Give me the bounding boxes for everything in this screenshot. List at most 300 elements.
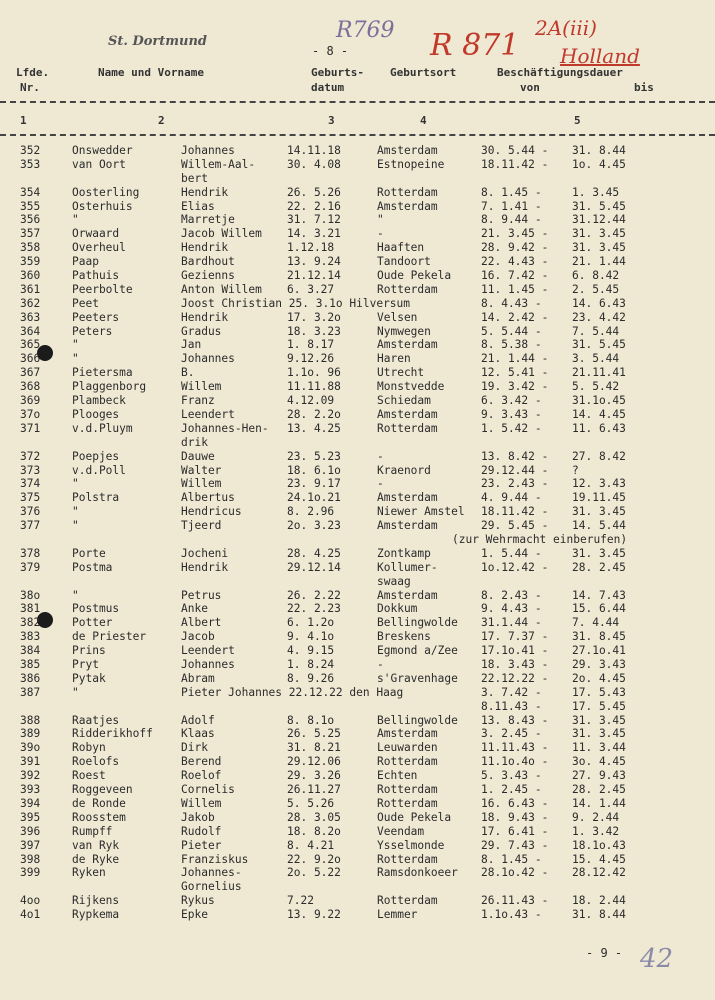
cell-nr: 366 [20,352,41,366]
cell-fam: Poepjes [72,449,120,463]
cell-vor: Joost Christian 25. 3.1o Hilversum [181,296,411,310]
cell-nr: 392 [20,769,41,783]
archive-ref-purple: R769 [336,18,395,43]
cell-nr: 394 [20,796,41,810]
cell-nr: 354 [20,185,41,199]
cell-vor: Berend [181,755,222,769]
cell-dat: 29.12.14 [287,560,341,574]
cell-fam: " [72,685,79,699]
cell-ort: Ysselmonde [377,838,445,852]
table-row [0,269,715,283]
cell-von: 29. 7.43 - [481,838,549,852]
cell-vor: Hendrik [181,310,229,324]
cell-ort: Rotterdam [377,783,438,797]
cell-nr: 386 [20,671,41,685]
cell-bis: 21. 1.44 [572,255,626,269]
cell-von: 8. 2.43 - [481,588,542,602]
table-row [0,241,715,255]
table-row [0,602,715,616]
cell-von: 11.11.43 - [481,741,549,755]
cell-nr: 356 [20,213,41,227]
cell-bis: 31. 3.45 [572,505,626,519]
cell-fam: " [72,338,79,352]
cell-fam: Peters [72,324,113,338]
cell-von: 4. 9.44 - [481,491,542,505]
cell-dat: 5. 5.26 [287,796,335,810]
cell-nr: 379 [20,560,41,574]
cell-fam: Postma [72,560,113,574]
cell-bis: 14. 7.43 [572,588,626,602]
cell-nr: 360 [20,269,41,283]
col-header-bis: bis [634,81,654,94]
cell-dat: 22. 9.2o [287,852,341,866]
cell-vor: Jocheni [181,546,229,560]
cell-fam: Peet [72,296,99,310]
cell-nr: 37o [20,407,41,421]
table-row [0,450,715,464]
cell-vor: Walter [181,463,222,477]
cell-fam: Pathuis [72,269,120,283]
next-page-number: - 9 - [586,946,623,960]
cell-vor2: Gornelius [181,880,242,894]
cell-dat: 14.11.18 [287,144,341,157]
cell-bis: 31. 3.45 [572,241,626,255]
cell-fam: Pryt [72,658,99,672]
cell-fam: " [72,213,79,227]
cell-vor: Johannes [181,144,235,157]
cell-fam: Rumpff [72,824,113,838]
cell-von: 8. 5.38 - [481,338,542,352]
table-row [0,352,715,366]
cell-ort: Amsterdam [377,491,438,505]
cell-von2: 8.11.43 - [481,699,542,713]
cell-vor: Tjeerd [181,519,222,533]
cell-ort: Amsterdam [377,338,438,352]
cell-bis: 7. 4.44 [572,616,620,630]
cell-nr: 376 [20,505,41,519]
cell-nr: 382 [20,616,41,630]
cell-bis: 31. 8.44 [572,144,626,157]
cell-dat: 21.12.14 [287,269,341,283]
cell-fam: de Ryke [72,852,120,866]
cell-ort: Lemmer [377,908,418,922]
cell-nr: 389 [20,727,41,741]
cell-fam: " [72,519,79,533]
cell-fam: Plaggenborg [72,380,147,394]
cell-fam: Plooges [72,407,120,421]
cell-dat: 22. 2.16 [287,199,341,213]
cell-von: 1. 5.42 - [481,421,542,435]
cell-nr: 358 [20,241,41,255]
col-header-geburtsort: Geburtsort [390,66,457,79]
cell-vor: Bardhout [181,255,235,269]
cell-vor: Dauwe [181,449,215,463]
cell-von: 21. 3.45 - [481,227,549,241]
table-row [0,866,715,894]
cell-vor: Cornelis [181,783,235,797]
cell-dat: 1. 8.24 [287,658,335,672]
cell-bis: 31. 8.45 [572,630,626,644]
cell-fam: Rypkema [72,908,120,922]
cell-vor: Epke [181,908,208,922]
col-number-4: 4 [420,114,427,127]
cell-bis: 17. 5.43 [572,685,626,699]
cell-von: 22. 4.43 - [481,255,549,269]
col-header-lfde: Lfde. [16,66,50,79]
table-row [0,825,715,839]
cell-bis: 2o. 4.45 [572,671,626,685]
cell-ort: Haren [377,352,411,366]
cell-von: 28.1o.42 - [481,866,549,880]
cell-dat: 9. 4.1o [287,630,335,644]
cell-nr: 388 [20,713,41,727]
cell-fam: Ridderikhoff [72,727,153,741]
cell-bis: 31. 3.45 [572,227,626,241]
cell-bis2: 17. 5.45 [572,699,626,713]
cell-nr: 4o1 [20,908,41,922]
cell-dat: 8. 9.26 [287,671,335,685]
table-row [0,686,715,714]
archive-ref-2a: 2A(iii) [535,16,597,40]
cell-bis: 14. 5.44 [572,519,626,533]
cell-dat: 1.12.18 [287,241,335,255]
cell-ort: - [377,449,384,463]
cell-dat: 4. 9.15 [287,644,335,658]
cell-nr: 373 [20,463,41,477]
cell-vor: Elias [181,199,215,213]
table-row [0,658,715,672]
cell-bis: 31. 3.45 [572,727,626,741]
cell-ort: Rotterdam [377,421,438,435]
cell-bis: 3o. 4.45 [572,755,626,769]
cell-dat: 18. 8.2o [287,824,341,838]
col-number-3: 3 [328,114,335,127]
cell-fam: Peeters [72,310,120,324]
cell-dat: 2o. 5.22 [287,866,341,880]
table-row [0,630,715,644]
cell-vor: Albertus [181,491,235,505]
cell-ort: Rotterdam [377,185,438,199]
cell-nr: 397 [20,838,41,852]
cell-von: 22.12.22 - [481,671,549,685]
cell-ort: Ramsdonkoeer [377,866,458,880]
cell-dat: 13. 9.22 [287,908,341,922]
cell-dat: 17. 3.2o [287,310,341,324]
cell-ort: " [377,213,384,227]
cell-vor: Leendert [181,644,235,658]
cell-ort: Haaften [377,241,425,255]
cell-von: 9. 4.43 - [481,602,542,616]
cell-vor: Roelof [181,769,222,783]
cell-vor: Jan [181,338,202,352]
table-row [0,755,715,769]
col-number-1: 1 [20,114,27,127]
cell-ort: Kraenord [377,463,431,477]
table-row [0,644,715,658]
table-row [0,769,715,783]
table-row [0,338,715,352]
cell-fam: Pietersma [72,366,133,380]
cell-dat: 24.1o.21 [287,491,341,505]
cell-nr: 385 [20,658,41,672]
cell-von: 9. 3.43 - [481,407,542,421]
table-row [0,144,715,158]
cell-von: 17. 6.41 - [481,824,549,838]
cell-nr: 38o [20,588,41,602]
cell-bis: ? [572,463,579,477]
cell-ort: Egmond a/Zee [377,644,458,658]
cell-dat: 30. 4.08 [287,157,341,171]
cell-von: 18. 3.43 - [481,658,549,672]
cell-vor: Pieter Johannes 22.12.22 den Haag [181,685,404,699]
cell-nr: 359 [20,255,41,269]
cell-nr: 378 [20,546,41,560]
cell-ort: Velsen [377,310,418,324]
table-row [0,297,715,311]
cell-bis: 5. 5.42 [572,380,620,394]
cell-ort: s'Gravenhage [377,671,458,685]
cell-von: 5. 5.44 - [481,324,542,338]
table-row [0,283,715,297]
cell-von: 18.11.42 - [481,505,549,519]
table-row [0,672,715,686]
cell-bis: 12. 3.43 [572,477,626,491]
cell-dat: 8. 4.21 [287,838,335,852]
table-row [0,477,715,491]
cell-dat: 14. 3.21 [287,227,341,241]
table-row [0,422,715,450]
cell-bis: 31. 3.45 [572,713,626,727]
cell-vor: Franz [181,394,215,408]
cell-bis: 27.1o.41 [572,644,626,658]
cell-vor: Hendrik [181,241,229,255]
cell-fam: Overheul [72,241,126,255]
cell-nr: 387 [20,685,41,699]
cell-von: 28. 9.42 - [481,241,549,255]
table-row [0,908,715,922]
table-row [0,714,715,728]
cell-nr: 368 [20,380,41,394]
cell-fam: v.d.Pluym [72,421,133,435]
cell-vor: Albert [181,616,222,630]
cell-bis: 1. 3.45 [572,185,620,199]
col-header-geburtsdatum-2: datum [311,81,345,94]
cell-bis: 23. 4.42 [572,310,626,324]
cell-fam: Pytak [72,671,106,685]
cell-vor: Rudolf [181,824,222,838]
cell-von: 12. 5.41 - [481,366,549,380]
table-row [0,547,715,561]
cell-fam: Roelofs [72,755,120,769]
cell-ort: Zontkamp [377,546,431,560]
cell-fam: Osterhuis [72,199,133,213]
cell-dat: 22. 2.23 [287,602,341,616]
cell-vor: Hendricus [181,505,242,519]
table-row [0,227,715,241]
table-row [0,325,715,339]
cell-fam: de Priester [72,630,147,644]
cell-von: 18.11.42 - [481,157,549,171]
cell-vor: Willem [181,477,222,491]
cell-bis: 7. 5.44 [572,324,620,338]
cell-fam: Roggeveen [72,783,133,797]
cell-ort: Amsterdam [377,519,438,533]
cell-von: 13. 8.43 - [481,713,549,727]
cell-vor: Jacob Willem [181,227,262,241]
cell-ort: Rotterdam [377,894,438,908]
cell-fam: Polstra [72,491,120,505]
cell-fam: Roosstem [72,810,126,824]
cell-bis: 14. 4.45 [572,407,626,421]
cell-nr: 367 [20,366,41,380]
cell-nr: 4oo [20,894,41,908]
cell-nr: 399 [20,866,41,880]
cell-nr: 396 [20,824,41,838]
cell-ort: Rotterdam [377,852,438,866]
cell-nr: 377 [20,519,41,533]
cell-vor2: bert [181,171,208,185]
cell-dat: 13. 4.25 [287,421,341,435]
register-table [0,144,715,922]
cell-dat: 4.12.09 [287,394,335,408]
cell-bis: 31.1o.45 [572,394,626,408]
cell-nr: 375 [20,491,41,505]
cell-bis: 31. 5.45 [572,199,626,213]
cell-fam: Roest [72,769,106,783]
cell-nr: 352 [20,144,41,157]
cell-ort: Amsterdam [377,199,438,213]
cell-vor: Adolf [181,713,215,727]
header-divider-top [0,101,715,103]
cell-von: 1o.12.42 - [481,560,549,574]
cell-vor: Johannes [181,658,235,672]
cell-dat: 2o. 3.23 [287,519,341,533]
cell-fam: v.d.Poll [72,463,126,477]
table-row [0,505,715,519]
table-row [0,311,715,325]
cell-dat: 29.12.06 [287,755,341,769]
cell-bis: 9. 2.44 [572,810,620,824]
cell-von: 3. 7.42 - [481,685,542,699]
cell-nr: 355 [20,199,41,213]
cell-bis: 28. 2.45 [572,783,626,797]
cell-nr: 383 [20,630,41,644]
col-header-von: von [520,81,540,94]
cell-von: 8. 1.45 - [481,185,542,199]
cell-von: 11. 1.45 - [481,282,549,296]
cell-dat: 23. 9.17 [287,477,341,491]
table-row [0,616,715,630]
table-row [0,894,715,908]
table-row [0,589,715,603]
cell-fam: Postmus [72,602,120,616]
cell-bis: 31. 8.44 [572,908,626,922]
cell-dat: 31. 7.12 [287,213,341,227]
cell-von: 29.12.44 - [481,463,549,477]
cell-bis: 18. 2.44 [572,894,626,908]
cell-dat: 1.1o. 96 [287,366,341,380]
cell-nr: 395 [20,810,41,824]
col-header-nr: Nr. [20,81,40,94]
cell-dat: 7.22 [287,894,314,908]
cell-bis: 15. 6.44 [572,602,626,616]
col-header-name: Name und Vorname [98,66,204,79]
cell-ort: Amsterdam [377,727,438,741]
table-row [0,783,715,797]
cell-dat: 18. 3.23 [287,324,341,338]
cell-ort: Oude Pekela [377,269,452,283]
cell-dat: 26. 5.26 [287,185,341,199]
cell-von: 1. 5.44 - [481,546,542,560]
cell-vor: Anton Willem [181,282,262,296]
cell-fam: " [72,505,79,519]
cell-vor2: drik [181,435,208,449]
cell-ort: Niewer Amstel [377,505,465,519]
cell-von: 18. 9.43 - [481,810,549,824]
cell-dat: 8. 8.1o [287,713,335,727]
table-row [0,213,715,227]
cell-vor: Jakob [181,810,215,824]
cell-bis: 31. 5.45 [572,338,626,352]
cell-fam: Raatjes [72,713,120,727]
table-row [0,727,715,741]
header-divider-bottom [0,134,715,136]
cell-von: 5. 3.43 - [481,769,542,783]
table-row [0,853,715,867]
cell-ort: Leuwarden [377,741,438,755]
cell-von: 17. 7.37 - [481,630,549,644]
cell-bis: 27. 8.42 [572,449,626,463]
cell-vor: Gradus [181,324,222,338]
cell-bis: 19.11.45 [572,491,626,505]
cell-nr: 391 [20,755,41,769]
cell-fam: Ryken [72,866,106,880]
col-header-beschaeftigung: Beschäftigungsdauer [497,66,623,79]
cell-bis: 21.11.41 [572,366,626,380]
cell-bis: 28. 2.45 [572,560,626,574]
cell-von: 19. 3.42 - [481,380,549,394]
cell-dat: 26. 5.25 [287,727,341,741]
cell-dat: 28. 3.05 [287,810,341,824]
cell-bis: 15. 4.45 [572,852,626,866]
table-row [0,491,715,505]
cell-fam: van Oort [72,157,126,171]
cell-nr: 374 [20,477,41,491]
cell-vor: Anke [181,602,208,616]
table-row [0,741,715,755]
cell-fam: de Ronde [72,796,126,810]
cell-von: 8. 4.43 - [481,296,542,310]
cell-bis: 29. 3.43 [572,658,626,672]
table-row [0,380,715,394]
cell-bis: 31. 3.45 [572,546,626,560]
archive-ref-holland: Holland [560,44,640,68]
stamp-dortmund: St. Dortmund [108,34,207,49]
cell-ort: Utrecht [377,366,425,380]
cell-ort: Breskens [377,630,431,644]
cell-ort: - [377,477,384,491]
cell-dat: 1. 8.17 [287,338,335,352]
cell-von: 31.1.44 - [481,616,542,630]
handwritten-page-number: 42 [640,944,674,974]
cell-vor: Hendrik [181,560,229,574]
cell-nr: 398 [20,852,41,866]
cell-ort: Rotterdam [377,282,438,296]
col-number-5: 5 [574,114,581,127]
cell-ort: Bellingwolde [377,713,458,727]
cell-nr: 393 [20,783,41,797]
cell-vor: Johannes [181,352,235,366]
